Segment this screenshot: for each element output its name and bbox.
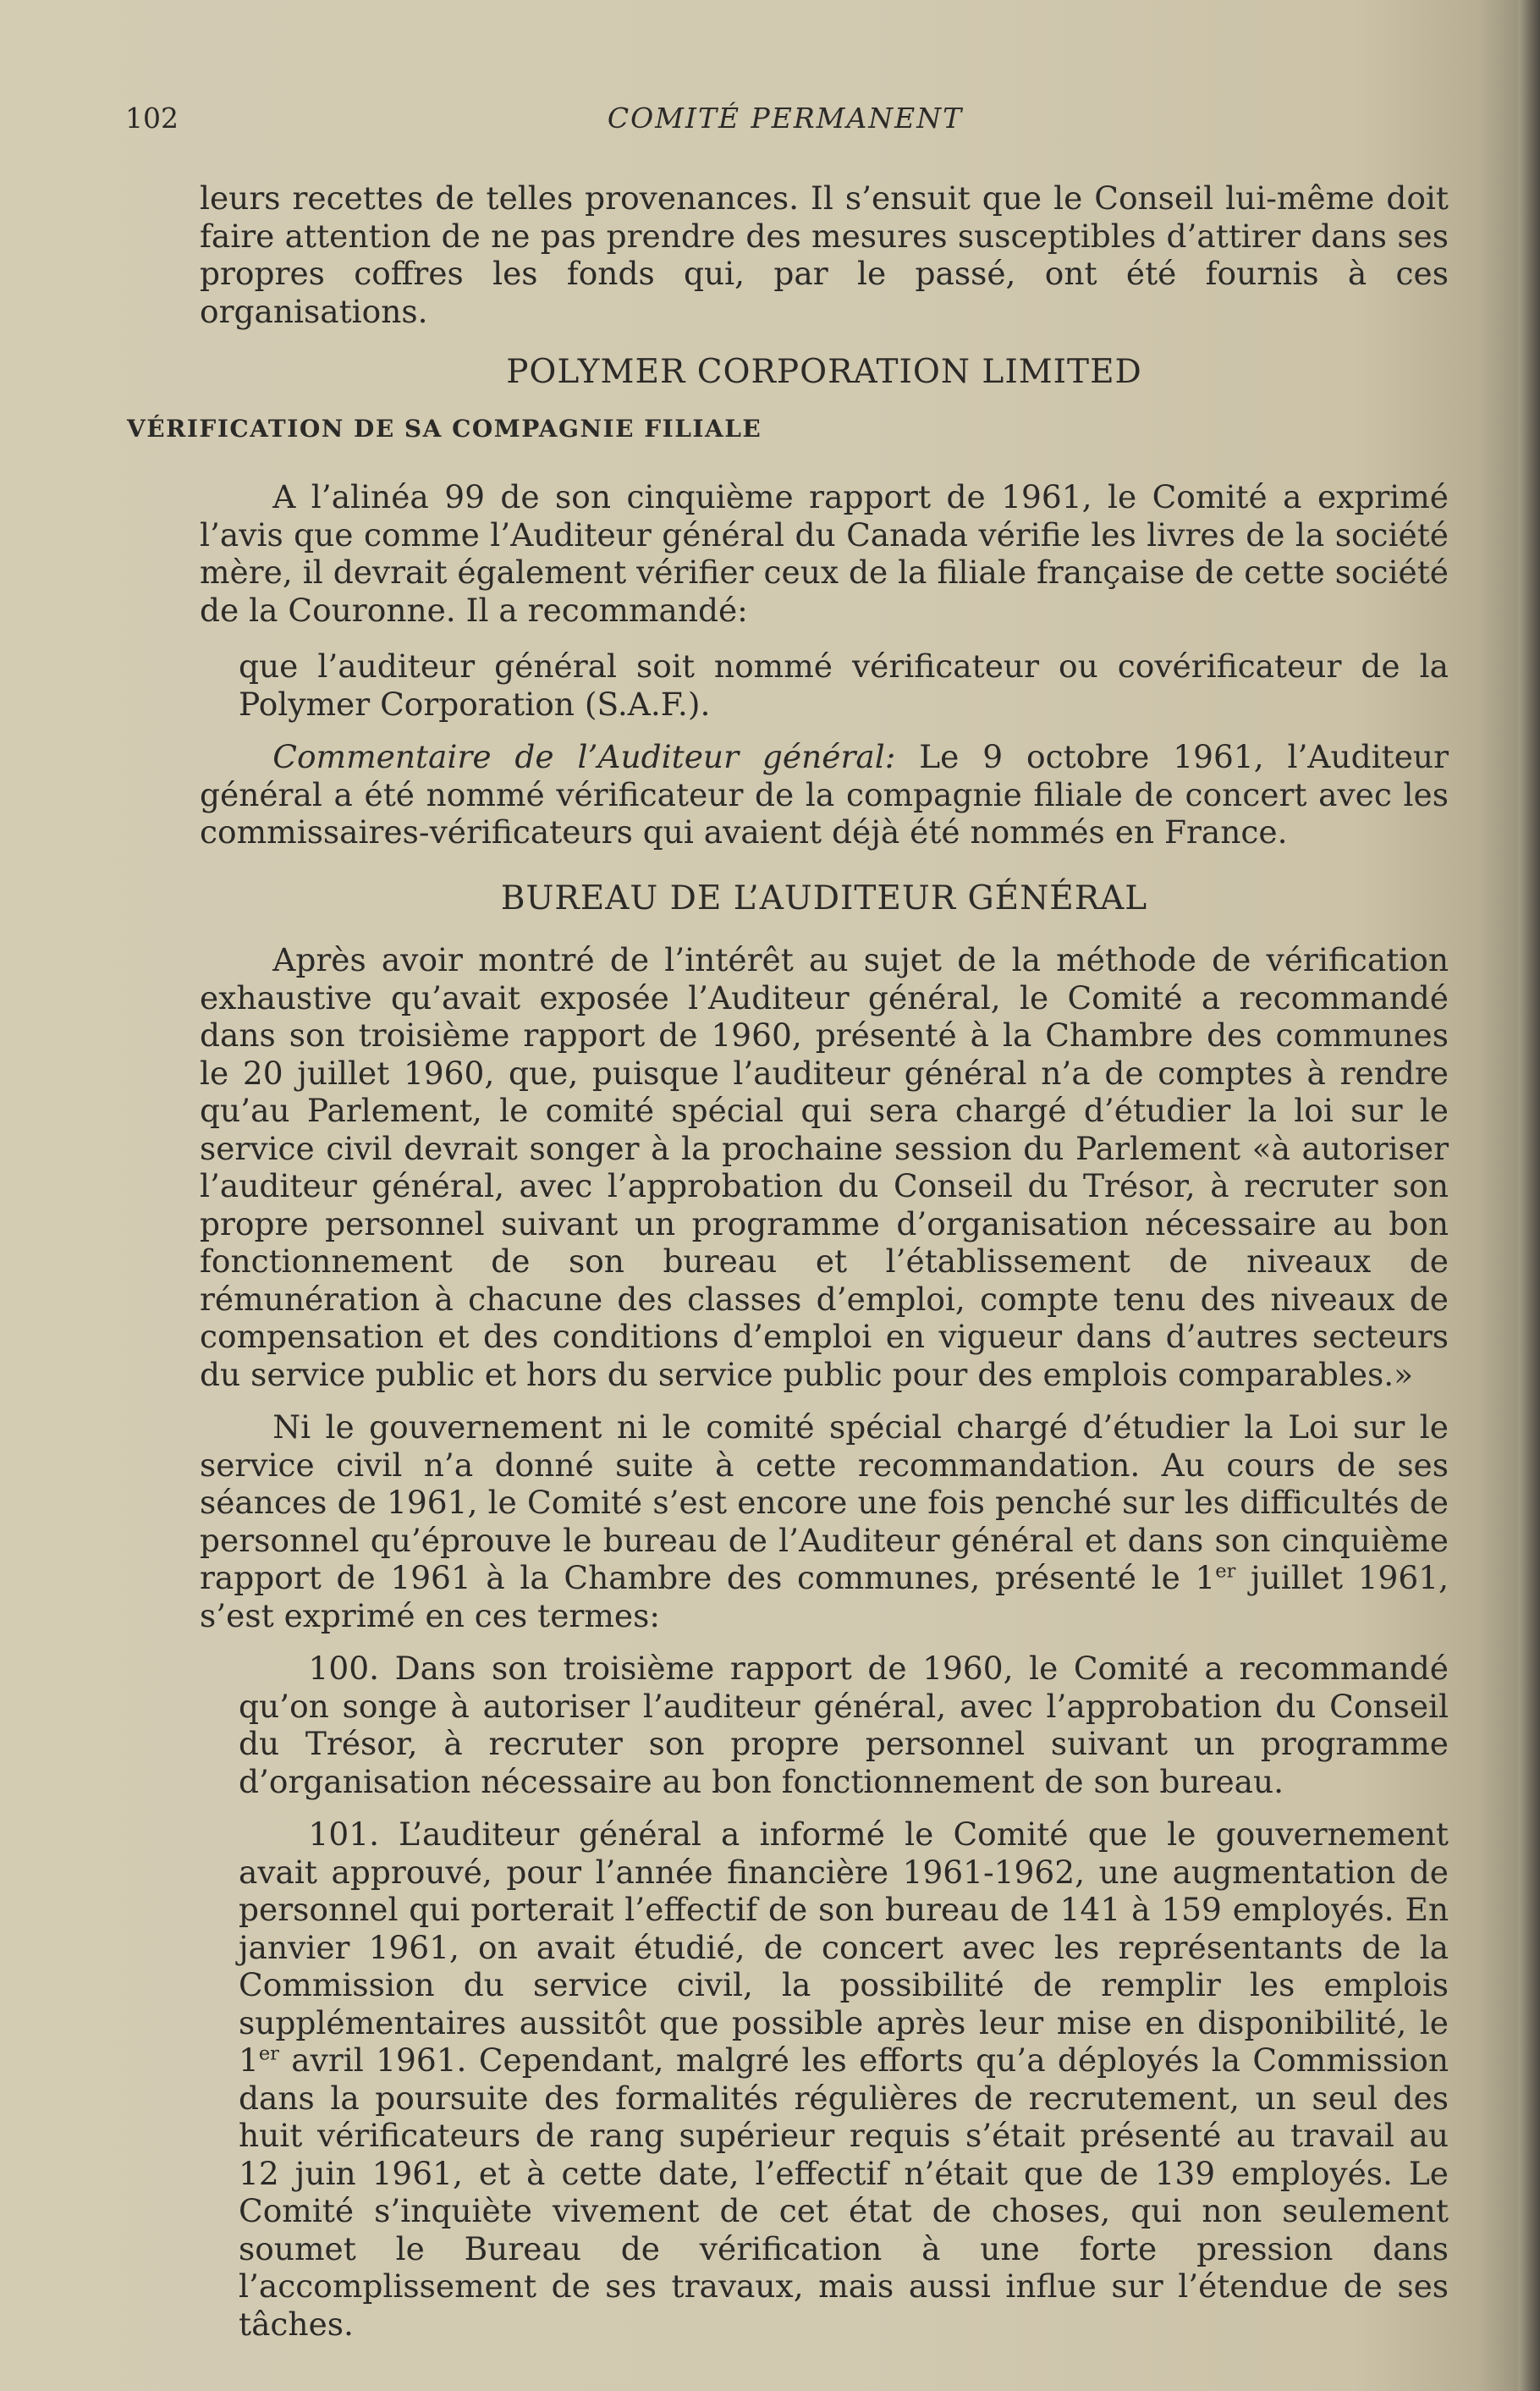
commentary-text: Le 9 octobre 1961, l’Auditeur général a été nommé vérificateur de la compagnie filiale de concert avec les commissaires-vérificateurs qui avaient déjà été nommés en France. [200,738,1449,851]
quoted-paragraph-100: 100. Dans son troisième rapport de 1960, le Comité a recommandé qu’on songe à autoriser l’auditeur général, avec l’approbation du Conseil du Trésor, à recruter son propre personnel suivant un programme d’organisation nécessaire au bon fonctionnement de son bureau. [239,1650,1449,1800]
paragraph-continuation: leurs recettes de telles provenances. Il s’ensuit que le Conseil lui-même doit faire attention de ne pas prendre des mesures susceptibles d’attirer dans ses propres coffres les fonds qui, par le passé, ont été fournis à ces organisations. [200,179,1449,330]
running-title: COMITÉ PERMANENT [607,102,964,135]
commentary-label: Commentaire de l’Auditeur général: [272,738,896,775]
quoted-paragraph-101 [239,1815,1449,2343]
page-number: 102 [125,102,179,135]
paragraph-text: 101. L’auditeur général a informé le Comité que le gouvernement avait approuvé, pour l’année financière 1961-1962, une augmentation de personnel qui porterait l’effectif de son bureau de 141 à 159 employés. En janvier 1961, on avait étudié, de concert avec les représentants de la Commission du service civil, la possibilité de remplir les emplois supplémentaires aussitôt que possible après leur mise en disponibilité, le 1 [239,1815,1449,2079]
book-edge-shadow [1518,0,1540,2391]
body-text [127,179,1449,2343]
section-title-polymer: POLYMER CORPORATION LIMITED [506,353,1142,391]
commentary-paragraph [200,738,1449,851]
superscript: er [258,2042,279,2065]
paragraph: A l’alinéa 99 de son cinquième rapport de 1961, le Comité a exprimé l’avis que comme l’Auditeur général du Canada vérifie les livres de la société mère, il devrait également vérifier ceux de la filiale française de cette société de la Couronne. Il a recommandé: [200,478,1449,629]
paragraph-text: avril 1961. Cependant, malgré les efforts qu’a déployés la Commission dans la poursuite des formalités régulières de recrutement, un seul des huit vérificateurs de rang supérieur requis s’était présenté au travail au 12 juin 1961, et à cette date, l’effectif n’était que de 139 employés. Le Comité s’inquiète vivement de cet état de choses, qui non seulement soumet le Bureau de vérification à une forte pression dans l’accomplissement de ses travaux, mais aussi influe sur l’étendue de ses tâches. [239,2041,1449,2343]
paragraph: Après avoir montré de l’intérêt au sujet de la méthode de vérification exhaustive qu’avait exposée l’Auditeur général, le Comité a recommandé dans son troisième rapport de 1960, présenté à la Chambre des communes le 20 juillet 1960, que, puisque l’auditeur général n’a de comptes à rendre qu’au Parlement, le comité spécial qui sera chargé d’étudier la loi sur le service civil devrait songer à la prochaine session du Parlement «à autoriser l’auditeur général, avec l’approbation du Conseil du Trésor, à recruter son propre personnel suivant un programme d’organisation nécessaire au bon fonctionnement de son bureau et l’établissement de niveaux de rémunération à chacune des classes d’emploi, compte tenu des niveaux de compensation et des conditions d’emploi en vigueur dans d’autres secteurs du service public et hors du service public pour des emplois comparables.» [200,941,1449,1393]
paragraph-text: juillet 1961, s’est exprimé en ces termes: [200,1559,1449,1634]
subsection-heading: VÉRIFICATION DE SA COMPAGNIE FILIALE [127,414,762,443]
superscript: er [1215,1560,1236,1583]
quoted-recommendation: que l’auditeur général soit nommé vérificateur ou covérificateur de la Polymer Corporation (S.A.F.). [239,647,1449,723]
section-title-bureau: BUREAU DE L’AUDITEUR GÉNÉRAL [500,879,1148,917]
page-header [125,102,1445,144]
paragraph-text: Ni le gouvernement ni le comité spécial chargé d’étudier la Loi sur le service civil n’a donné suite à cette recommandation. Au cours de ses séances de 1961, le Comité s’est encore une fois penché sur les difficultés de personnel qu’éprouve le bureau de l’Auditeur général et dans son cinquième rapport de 1961 à la Chambre des communes, présenté le 1 [200,1408,1449,1596]
paragraph [200,1408,1449,1634]
